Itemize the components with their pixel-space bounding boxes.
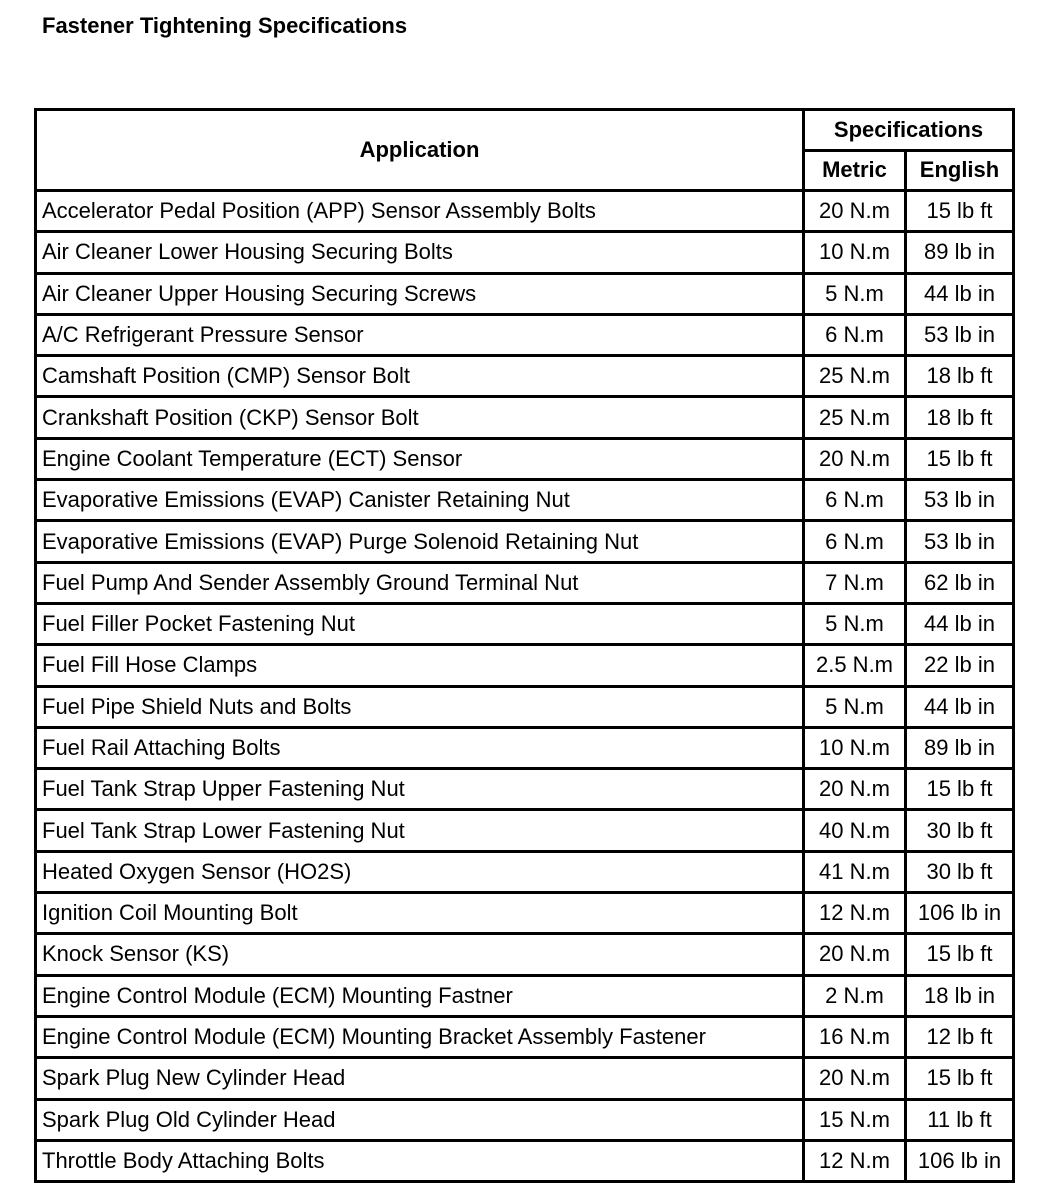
- metric-cell: 20 N.m: [804, 934, 906, 975]
- english-cell: 106 lb in: [906, 1140, 1014, 1181]
- application-cell: Fuel Filler Pocket Fastening Nut: [36, 603, 804, 644]
- application-cell: Crankshaft Position (CKP) Sensor Bolt: [36, 397, 804, 438]
- table-body: [36, 191, 1014, 1182]
- table-row: [36, 232, 1014, 273]
- english-cell: 89 lb in: [906, 727, 1014, 768]
- application-cell: Ignition Coil Mounting Bolt: [36, 893, 804, 934]
- metric-cell: 6 N.m: [804, 480, 906, 521]
- application-cell: Camshaft Position (CMP) Sensor Bolt: [36, 356, 804, 397]
- table-row: [36, 1099, 1014, 1140]
- english-cell: 53 lb in: [906, 314, 1014, 355]
- metric-cell: 40 N.m: [804, 810, 906, 851]
- metric-cell: 25 N.m: [804, 356, 906, 397]
- table-row: [36, 1058, 1014, 1099]
- application-cell: Knock Sensor (KS): [36, 934, 804, 975]
- application-cell: Air Cleaner Upper Housing Securing Screws: [36, 273, 804, 314]
- application-cell: Heated Oxygen Sensor (HO2S): [36, 851, 804, 892]
- english-cell: 22 lb in: [906, 645, 1014, 686]
- metric-cell: 6 N.m: [804, 314, 906, 355]
- application-cell: Engine Control Module (ECM) Mounting Fastner: [36, 975, 804, 1016]
- application-cell: Fuel Pump And Sender Assembly Ground Terminal Nut: [36, 562, 804, 603]
- table-row: [36, 934, 1014, 975]
- column-header-english: English: [906, 150, 1014, 191]
- english-cell: 30 lb ft: [906, 851, 1014, 892]
- table-row: [36, 438, 1014, 479]
- application-cell: Air Cleaner Lower Housing Securing Bolts: [36, 232, 804, 273]
- english-cell: 12 lb ft: [906, 1016, 1014, 1057]
- metric-cell: 5 N.m: [804, 273, 906, 314]
- english-cell: 53 lb in: [906, 480, 1014, 521]
- metric-cell: 12 N.m: [804, 1140, 906, 1181]
- english-cell: 44 lb in: [906, 603, 1014, 644]
- metric-cell: 2 N.m: [804, 975, 906, 1016]
- application-cell: A/C Refrigerant Pressure Sensor: [36, 314, 804, 355]
- table-row: [36, 686, 1014, 727]
- table-row: [36, 480, 1014, 521]
- english-cell: 11 lb ft: [906, 1099, 1014, 1140]
- english-cell: 15 lb ft: [906, 769, 1014, 810]
- table-row: [36, 191, 1014, 232]
- table-row: [36, 810, 1014, 851]
- metric-cell: 5 N.m: [804, 603, 906, 644]
- english-cell: 89 lb in: [906, 232, 1014, 273]
- metric-cell: 7 N.m: [804, 562, 906, 603]
- english-cell: 18 lb ft: [906, 356, 1014, 397]
- application-cell: Throttle Body Attaching Bolts: [36, 1140, 804, 1181]
- english-cell: 15 lb ft: [906, 934, 1014, 975]
- application-cell: Fuel Fill Hose Clamps: [36, 645, 804, 686]
- application-cell: Spark Plug New Cylinder Head: [36, 1058, 804, 1099]
- english-cell: 44 lb in: [906, 686, 1014, 727]
- metric-cell: 20 N.m: [804, 191, 906, 232]
- table-row: [36, 521, 1014, 562]
- english-cell: 62 lb in: [906, 562, 1014, 603]
- application-cell: Engine Control Module (ECM) Mounting Bracket Assembly Fastener: [36, 1016, 804, 1057]
- metric-cell: 15 N.m: [804, 1099, 906, 1140]
- table-row: [36, 1016, 1014, 1057]
- english-cell: 53 lb in: [906, 521, 1014, 562]
- table-row: [36, 1140, 1014, 1181]
- metric-cell: 41 N.m: [804, 851, 906, 892]
- table-row: [36, 975, 1014, 1016]
- table-row: [36, 893, 1014, 934]
- english-cell: 106 lb in: [906, 893, 1014, 934]
- english-cell: 15 lb ft: [906, 1058, 1014, 1099]
- metric-cell: 5 N.m: [804, 686, 906, 727]
- english-cell: 18 lb ft: [906, 397, 1014, 438]
- metric-cell: 16 N.m: [804, 1016, 906, 1057]
- application-cell: Fuel Rail Attaching Bolts: [36, 727, 804, 768]
- column-header-application: Application: [36, 110, 804, 191]
- application-cell: Engine Coolant Temperature (ECT) Sensor: [36, 438, 804, 479]
- metric-cell: 20 N.m: [804, 438, 906, 479]
- application-cell: Fuel Tank Strap Lower Fastening Nut: [36, 810, 804, 851]
- table-row: [36, 273, 1014, 314]
- table-row: [36, 562, 1014, 603]
- metric-cell: 12 N.m: [804, 893, 906, 934]
- metric-cell: 10 N.m: [804, 232, 906, 273]
- application-cell: Evaporative Emissions (EVAP) Purge Solenoid Retaining Nut: [36, 521, 804, 562]
- application-cell: Fuel Tank Strap Upper Fastening Nut: [36, 769, 804, 810]
- english-cell: 30 lb ft: [906, 810, 1014, 851]
- column-header-metric: Metric: [804, 150, 906, 191]
- column-header-specifications: Specifications: [804, 110, 1014, 151]
- page-title: Fastener Tightening Specifications: [42, 13, 408, 38]
- application-cell: Fuel Pipe Shield Nuts and Bolts: [36, 686, 804, 727]
- english-cell: 15 lb ft: [906, 438, 1014, 479]
- table-row: [36, 603, 1014, 644]
- table-row: [36, 397, 1014, 438]
- application-cell: Accelerator Pedal Position (APP) Sensor Assembly Bolts: [36, 191, 804, 232]
- english-cell: 18 lb in: [906, 975, 1014, 1016]
- table-row: [36, 769, 1014, 810]
- table-row: [36, 356, 1014, 397]
- table-row: [36, 727, 1014, 768]
- english-cell: 44 lb in: [906, 273, 1014, 314]
- metric-cell: 25 N.m: [804, 397, 906, 438]
- metric-cell: 2.5 N.m: [804, 645, 906, 686]
- english-cell: 15 lb ft: [906, 191, 1014, 232]
- table-row: [36, 314, 1014, 355]
- metric-cell: 10 N.m: [804, 727, 906, 768]
- table-row: [36, 645, 1014, 686]
- fastener-spec-table: [34, 108, 1015, 1183]
- application-cell: Evaporative Emissions (EVAP) Canister Retaining Nut: [36, 480, 804, 521]
- metric-cell: 20 N.m: [804, 1058, 906, 1099]
- application-cell: Spark Plug Old Cylinder Head: [36, 1099, 804, 1140]
- table-row: [36, 851, 1014, 892]
- metric-cell: 20 N.m: [804, 769, 906, 810]
- metric-cell: 6 N.m: [804, 521, 906, 562]
